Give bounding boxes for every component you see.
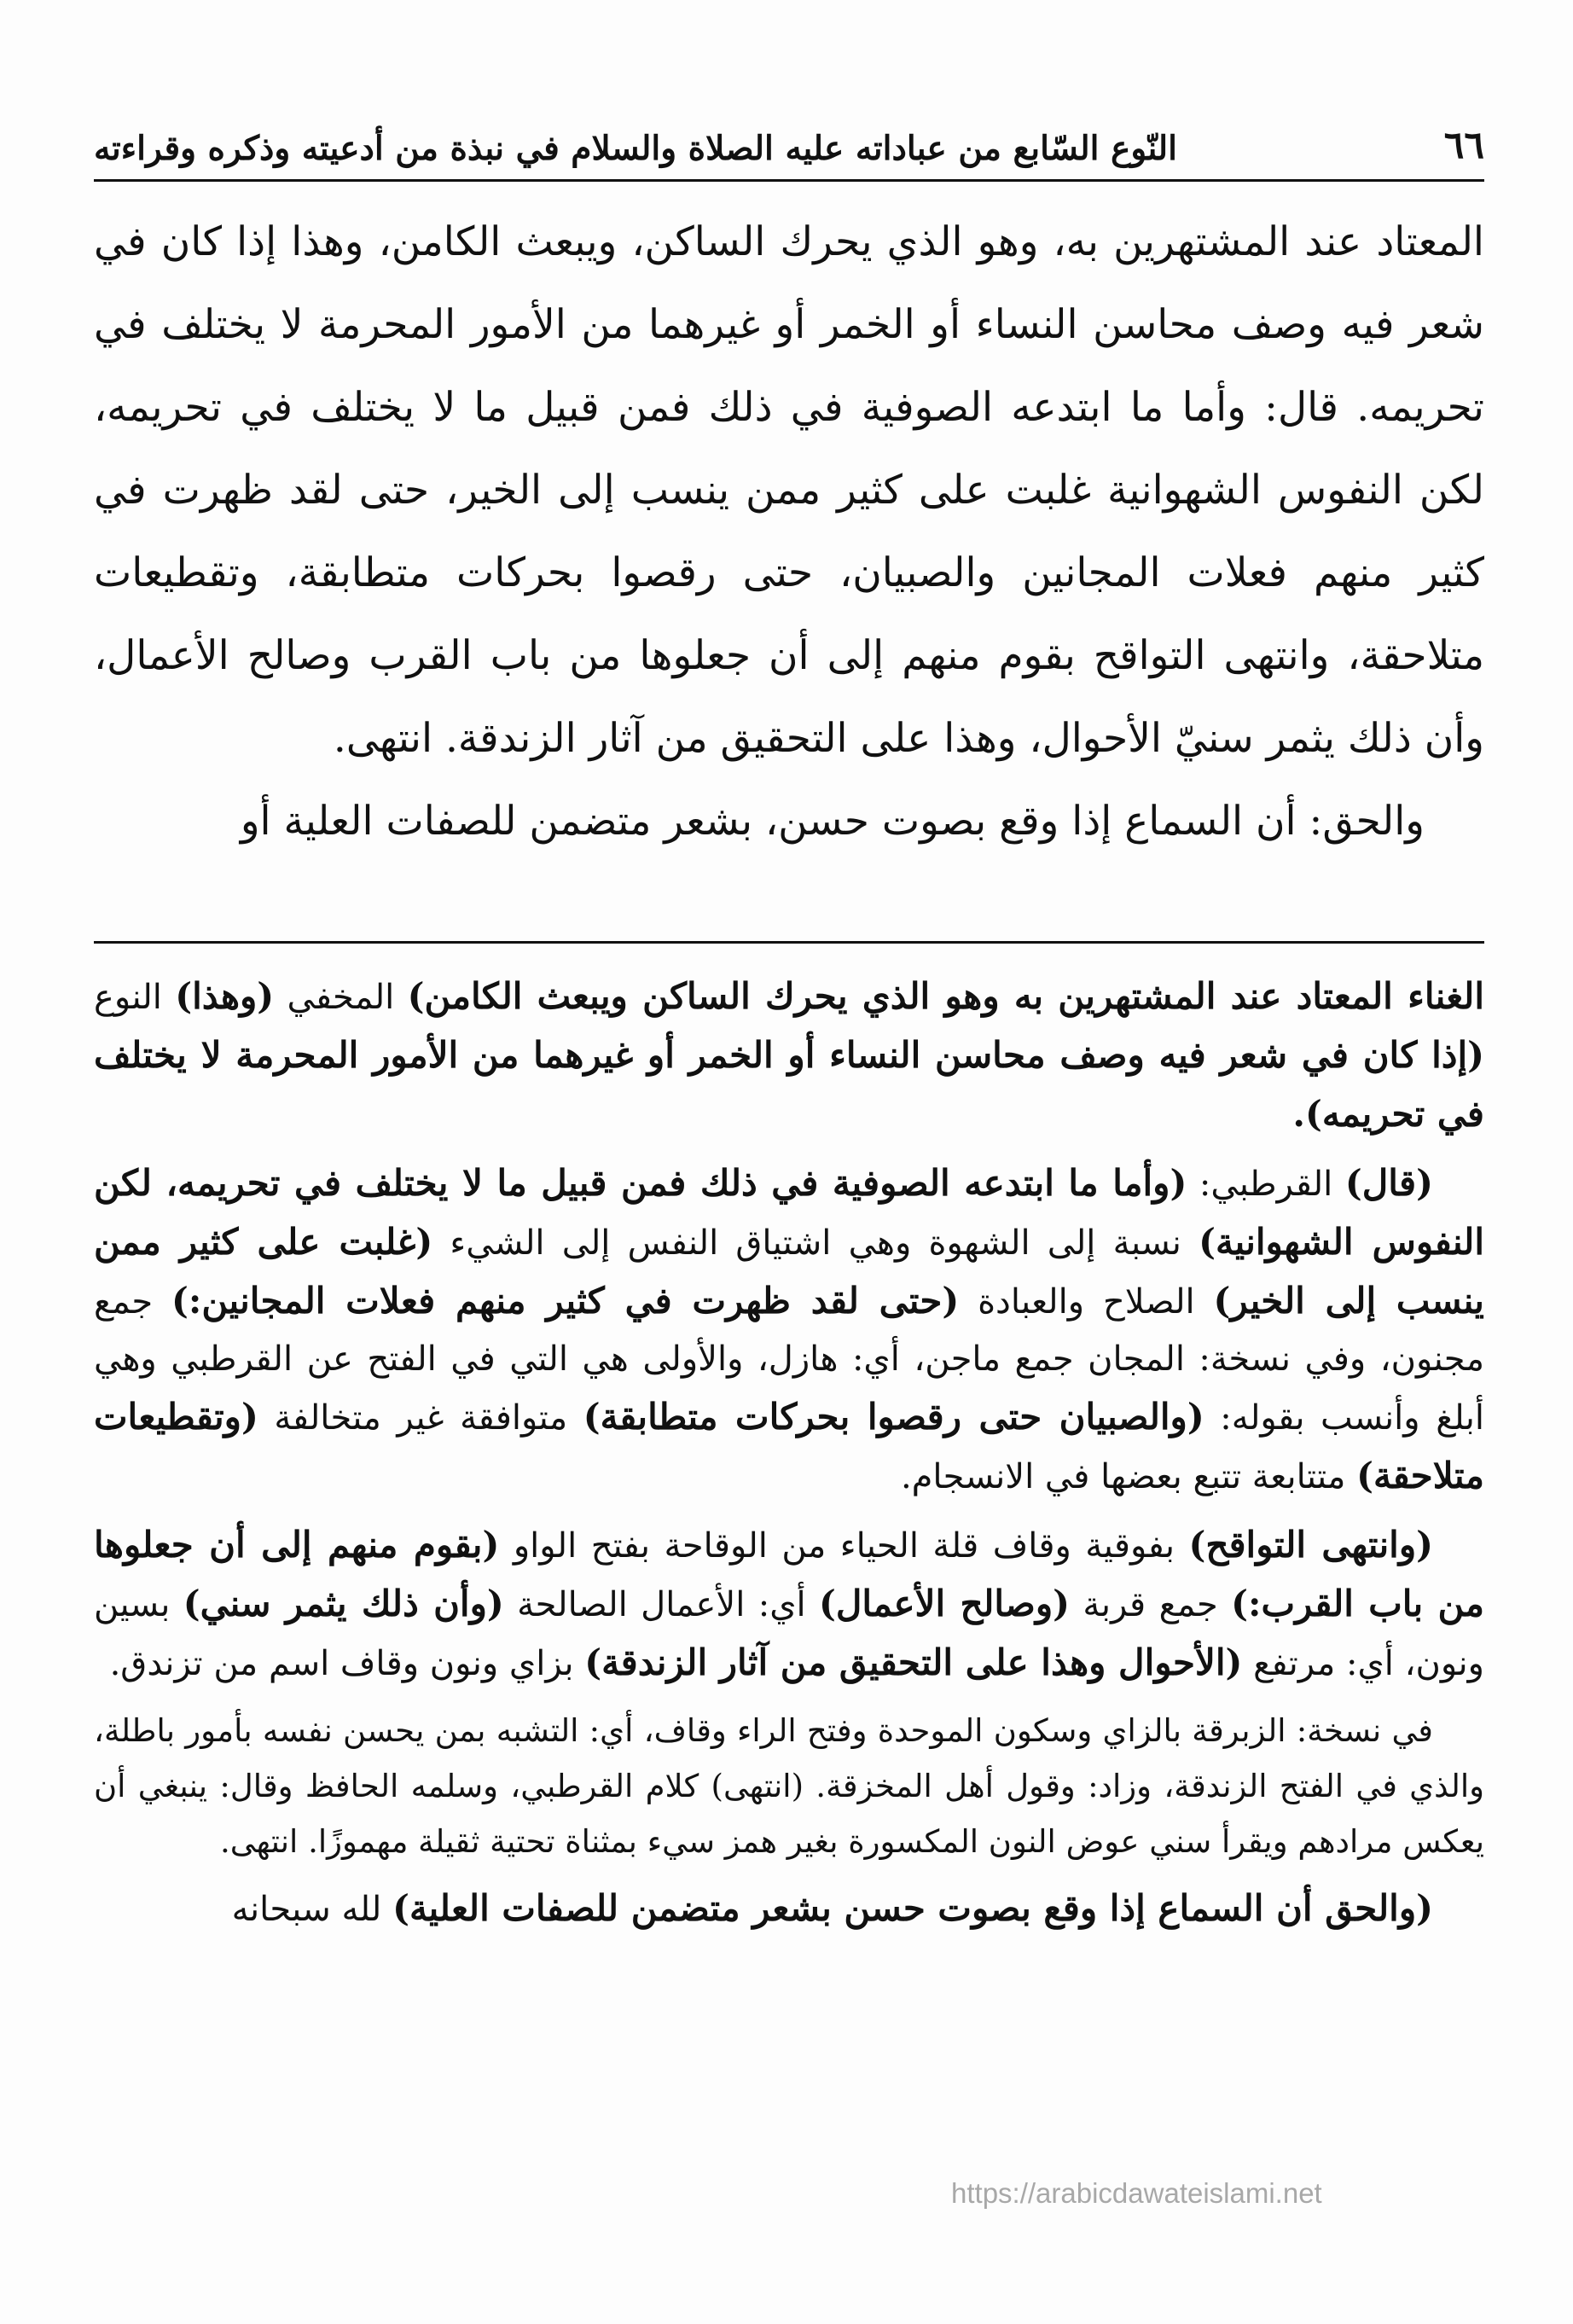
matn-quote: (قال) <box>1344 1162 1433 1204</box>
commentary-text: بفوقية وقاف قلة الحياء من الوقاحة بفتح الواو <box>499 1526 1189 1566</box>
commentary-text: جمع مجنون، وفي نسخة: المجان جمع ماجن، أي: هازل، والأولى هي التي في الفتح عن القرطبي وهي أبلغ وأنسب بقوله: <box>94 1282 1484 1438</box>
matn-quote: (وأن ذلك يثمر سني) <box>183 1583 504 1624</box>
main-paragraph-1: المعتاد عند المشتهرين به، وهو الذي يحرك الساكن، ويبعث الكامن، وهذا إذا كان في شعر فيه وصف محاسن النساء أو الخمر أو غيرهما من الأمور المحرمة لا يختلف في تحريمه. قال: وأما ما ابتدعه الصوفية في ذلك فمن قبيل ما لا يختلف في تحريمه، لكن النفوس الشهوانية غلبت على كثير ممن ينسب إلى الخير، حتى لقد ظهرت في كثير منهم فعلات المجانين والصبيان، حتى رقصوا بحركات متطابقة، وتقطيعات متلاحقة، وانتهى التواقح بقوم منهم إلى أن جعلوها من باب القرب وصالح الأعمال، وأن ذلك يثمر سنيّ الأحوال، وهذا على التحقيق من آثار الزندقة. انتهى. <box>94 218 1484 762</box>
commentary-text: بزاي ونون وقاف اسم من تزندق. <box>109 1644 585 1683</box>
commentary <box>94 967 1484 1938</box>
matn-quote: (بقوم منهم إلى أن جعلوها من باب القرب:) <box>94 1524 1485 1624</box>
main-text <box>94 200 1484 863</box>
footnote-separator <box>94 941 1484 944</box>
commentary-paragraph-1 <box>94 967 1484 1144</box>
commentary-paragraph-4: في نسخة: الزبرقة بالزاي وسكون الموحدة وفتح الراء وقاف، أي: التشبه بمن يحسن نفسه بأمور باطلة، والذي في الفتح الزندقة، وزاد: وقول أهل المخزقة. (انتهى) كلام القرطبي، وسلمه الحافظ وقال: ينبغي أن يعكس مرادهم ويقرأ سني عوض النون المكسورة بغير همز سيء بمثناة تحتية ثقيلة مهموزًا. انتهى. <box>94 1712 1484 1860</box>
commentary-text: متتابعة تتبع بعضها في الانسجام. <box>900 1457 1357 1496</box>
commentary-text: لله سبحانه <box>231 1890 393 1929</box>
matn-quote: (وانتهى التواقح) <box>1188 1524 1433 1566</box>
commentary-paragraph-3 <box>94 1516 1484 1693</box>
main-paragraph-2: والحق: أن السماع إذا وقع بصوت حسن، بشعر متضمن للصفات العلية أو <box>240 798 1425 845</box>
matn-quote: الغناء المعتاد عند المشتهرين به وهو الذي يحرك الساكن ويبعث الكامن) <box>407 975 1485 1017</box>
commentary-text: نسبة إلى الشهوة وهي اشتياق النفس إلى الشيء <box>432 1223 1199 1263</box>
commentary-text: النوع <box>94 978 176 1017</box>
watermark-url: https://arabicdawateislami.net <box>951 2177 1322 2209</box>
matn-quote: (وصالح الأعمال) <box>819 1583 1071 1624</box>
commentary-text: المخفي <box>274 978 408 1017</box>
matn-quote: (غلبت على كثير ممن ينسب إلى الخير) <box>94 1221 1484 1322</box>
matn-quote: (وهذا) <box>175 975 275 1017</box>
page-header <box>94 102 1484 169</box>
page-number: ٦٦ <box>1443 124 1484 168</box>
commentary-text: الصلاح والعبادة <box>959 1282 1214 1322</box>
matn-quote: (وأما ما ابتدعه الصوفية في ذلك فمن قبيل ما لا يختلف في تحريمه، لكن النفوس الشهوانية) <box>94 1162 1484 1263</box>
commentary-text: جمع قربة <box>1070 1585 1232 1624</box>
matn-quote: (إذا كان في شعر فيه وصف محاسن النساء أو الخمر أو غيرهما من الأمور المحرمة لا يختلف في تحريمه). <box>94 1034 1484 1135</box>
commentary-text: متوافقة غير متخالفة <box>258 1398 583 1438</box>
matn-quote: (والصبيان حتى رقصوا بحركات متطابقة) <box>583 1396 1204 1438</box>
commentary-paragraph-5 <box>94 1880 1484 1938</box>
matn-quote: (حتى لقد ظهرت في كثير منهم فعلات المجانين:) <box>171 1280 960 1322</box>
commentary-text: أي: الأعمال الصالحة <box>503 1585 820 1624</box>
matn-quote: (والحق أن السماع إذا وقع بصوت حسن بشعر متضمن للصفات العلية) <box>392 1887 1433 1929</box>
book-page <box>94 102 1484 1949</box>
matn-quote: (وتقطيعات متلاحقة) <box>94 1396 1484 1496</box>
matn-quote: (الأحوال وهذا على التحقيق من آثار الزندقة) <box>584 1641 1243 1683</box>
commentary-text: بسين ونون، أي: مرتفع <box>94 1585 1484 1683</box>
commentary-paragraph-2 <box>94 1154 1484 1506</box>
commentary-text: القرطبي: <box>1187 1165 1345 1204</box>
header-rule <box>94 179 1484 182</box>
running-title: النّوع السّابع من عباداته عليه الصلاة والسلام في نبذة من أدعيته وذكره وقراءته <box>94 129 1177 169</box>
